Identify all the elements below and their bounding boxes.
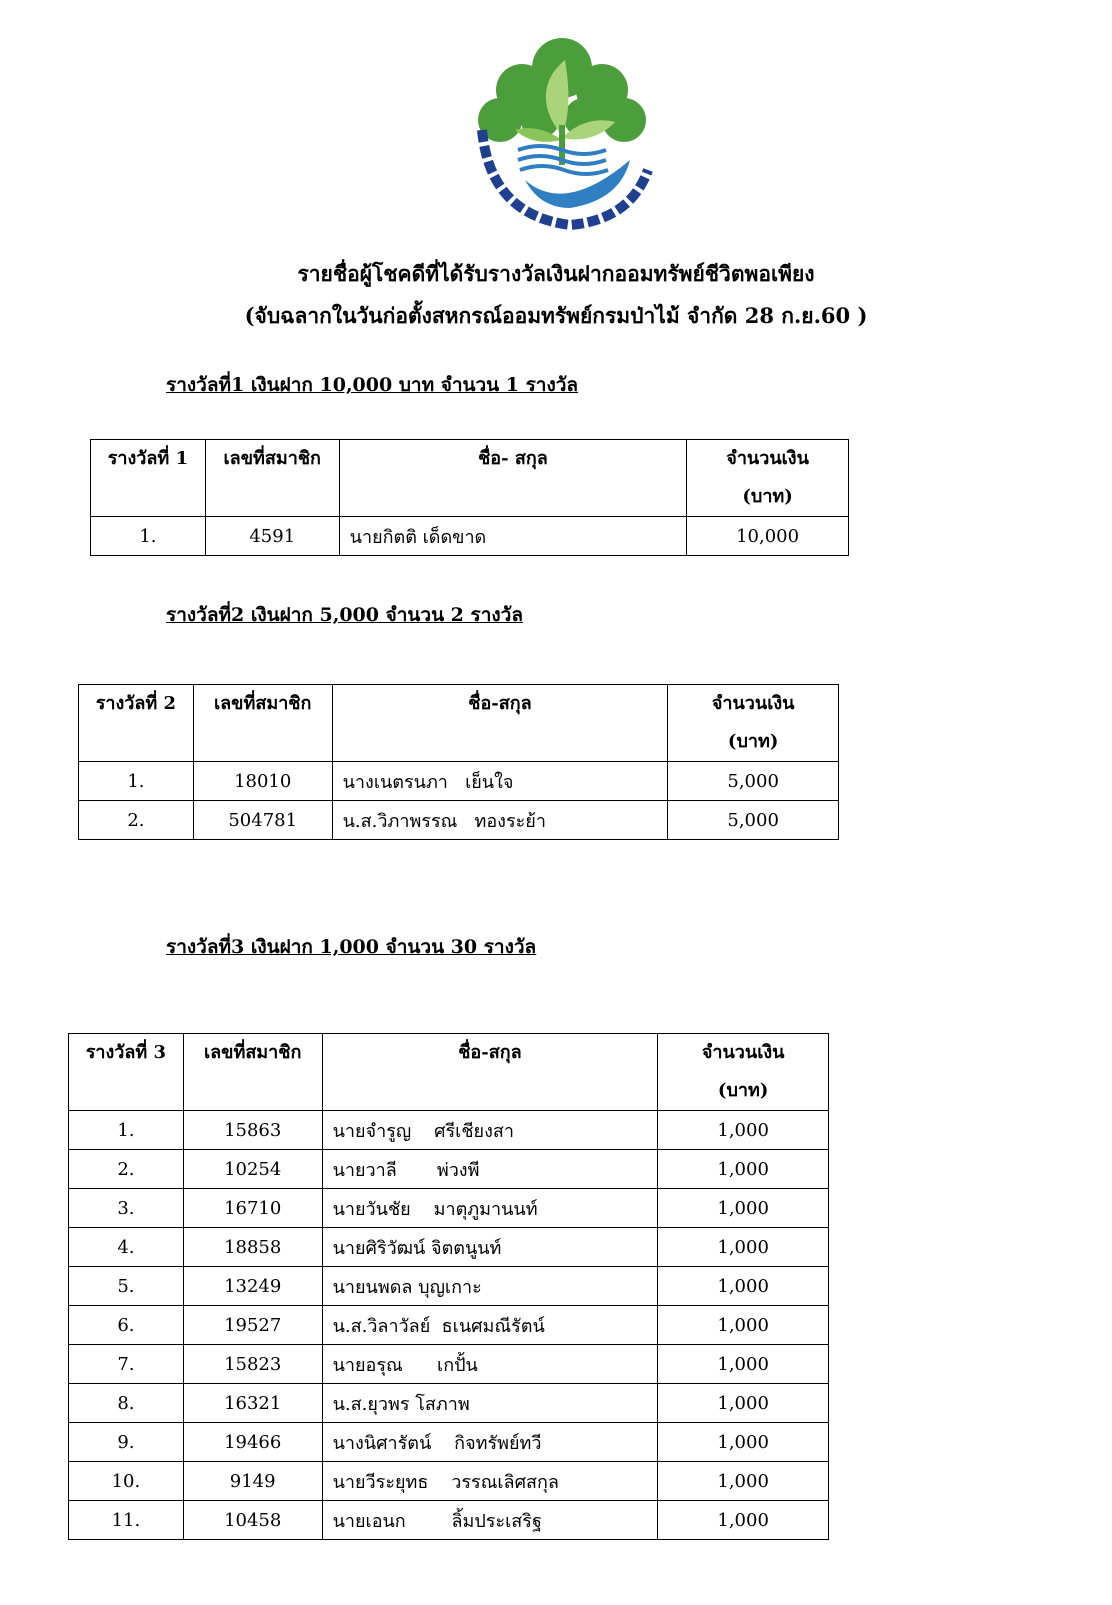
cell-no: 2. (79, 801, 194, 840)
table-row (69, 1423, 829, 1462)
col-amount-label: จำนวนเงิน (711, 693, 795, 714)
table-row (69, 1501, 829, 1540)
table-row (69, 1462, 829, 1501)
prize1-table (90, 439, 849, 556)
cell-no: 10. (69, 1462, 184, 1501)
col-amount (668, 685, 839, 762)
col-full-name: ชื่อ-สกุล (322, 1034, 658, 1111)
cell-no: 5. (69, 1267, 184, 1306)
table-row (69, 1150, 829, 1189)
cell-amount: 1,000 (658, 1423, 829, 1462)
cell-name: นางนิศารัตน์ กิจทรัพย์ทวี (322, 1423, 658, 1462)
cell-member: 15823 (183, 1345, 322, 1384)
cell-amount: 1,000 (658, 1345, 829, 1384)
table-row (69, 1267, 829, 1306)
table-header-row (91, 440, 849, 517)
cell-no: 1. (79, 762, 194, 801)
col-full-name: ชื่อ- สกุล (339, 440, 687, 517)
col-member-no: เลขที่สมาชิก (205, 440, 339, 517)
cell-amount: 1,000 (658, 1228, 829, 1267)
cell-name: นายจำรูญ ศรีเชียงสา (322, 1111, 658, 1150)
cell-member: 15863 (183, 1111, 322, 1150)
col-amount-unit: (บาท) (742, 486, 793, 507)
cell-no: 1. (91, 517, 206, 556)
prize3-heading: รางวัลที่3 เงินฝาก 1,000 จำนวน 30 รางวัล (166, 936, 537, 958)
cell-name: นายกิตติ เด็ดขาด (339, 517, 687, 556)
cell-no: 9. (69, 1423, 184, 1462)
table-row (69, 1306, 829, 1345)
cell-amount: 1,000 (658, 1111, 829, 1150)
cell-amount: 1,000 (658, 1150, 829, 1189)
col-member-no: เลขที่สมาชิก (193, 685, 332, 762)
cell-amount: 1,000 (658, 1189, 829, 1228)
table-row (91, 517, 849, 556)
cell-amount: 1,000 (658, 1501, 829, 1540)
cell-name: นายวีระยุทธ วรรณเลิศสกุล (322, 1462, 658, 1501)
cell-member: 10458 (183, 1501, 322, 1540)
cell-member: 19527 (183, 1306, 322, 1345)
col-member-no: เลขที่สมาชิก (183, 1034, 322, 1111)
col-amount-label: จำนวนเงิน (726, 448, 809, 469)
cell-amount: 5,000 (668, 801, 839, 840)
col-amount-label: จำนวนเงิน (701, 1042, 785, 1063)
cell-name: น.ส.ยุวพร โสภาพ (322, 1384, 658, 1423)
cell-name: น.ส.วิภาพรรณ ทองระย้า (332, 801, 668, 840)
cell-name: นายวันชัย มาตุภูมานนท์ (322, 1189, 658, 1228)
cell-member: 16321 (183, 1384, 322, 1423)
cell-name: นายนพดล บุญเกาะ (322, 1267, 658, 1306)
cell-member: 18858 (183, 1228, 322, 1267)
cell-member: 19466 (183, 1423, 322, 1462)
cell-no: 8. (69, 1384, 184, 1423)
cell-name: นายอรุณ เกปั้น (322, 1345, 658, 1384)
prize2-table (78, 684, 839, 840)
table-row (79, 801, 839, 840)
cell-amount: 5,000 (668, 762, 839, 801)
prize2-heading: รางวัลที่2 เงินฝาก 5,000 จำนวน 2 รางวัล (166, 604, 523, 626)
cell-member: 18010 (193, 762, 332, 801)
cell-name: นายเอนก ลิ้มประเสริฐ (322, 1501, 658, 1540)
logo (470, 30, 655, 230)
cell-member: 16710 (183, 1189, 322, 1228)
cell-no: 3. (69, 1189, 184, 1228)
table-row (69, 1189, 829, 1228)
col-prize-no: รางวัลที่ 1 (91, 440, 206, 517)
cell-amount: 1,000 (658, 1462, 829, 1501)
cell-no: 1. (69, 1111, 184, 1150)
col-prize-no: รางวัลที่ 3 (69, 1034, 184, 1111)
cell-name: นายวาลี พ่วงพี (322, 1150, 658, 1189)
cell-amount: 1,000 (658, 1306, 829, 1345)
cell-no: 6. (69, 1306, 184, 1345)
col-amount (658, 1034, 829, 1111)
cell-name: นางเนตรนภา เย็นใจ (332, 762, 668, 801)
table-row (69, 1111, 829, 1150)
table-row (69, 1228, 829, 1267)
cell-amount: 1,000 (658, 1267, 829, 1306)
cell-member: 13249 (183, 1267, 322, 1306)
col-amount-unit: (บาท) (717, 1080, 769, 1101)
cell-amount: 10,000 (687, 517, 849, 556)
cell-member: 9149 (183, 1462, 322, 1501)
cell-name: น.ส.วิลาวัลย์ ธเนศมณีรัตน์ (322, 1306, 658, 1345)
col-prize-no: รางวัลที่ 2 (79, 685, 194, 762)
cell-no: 7. (69, 1345, 184, 1384)
cell-member: 10254 (183, 1150, 322, 1189)
table-row (69, 1345, 829, 1384)
col-full-name: ชื่อ-สกุล (332, 685, 668, 762)
cell-no: 11. (69, 1501, 184, 1540)
document-subtitle: (จับฉลากในวันก่อตั้งสหกรณ์ออมทรัพย์กรมป่าไม้ จำกัด 28 ก.ย.60 ) (244, 303, 868, 328)
col-amount (687, 440, 849, 517)
table-row (79, 762, 839, 801)
cell-member: 504781 (193, 801, 332, 840)
table-header-row (79, 685, 839, 762)
cell-amount: 1,000 (658, 1384, 829, 1423)
document-title: รายชื่อผู้โชคดีที่ได้รับรางวัลเงินฝากออมทรัพย์ชีวิตพอเพียง (297, 261, 815, 286)
table-row (69, 1384, 829, 1423)
cell-member: 4591 (205, 517, 339, 556)
table-header-row (69, 1034, 829, 1111)
prize3-table (68, 1033, 829, 1540)
col-amount-unit: (บาท) (727, 731, 779, 752)
cell-no: 2. (69, 1150, 184, 1189)
cell-no: 4. (69, 1228, 184, 1267)
cell-name: นายศิริวัฒน์ จิตตนูนท์ (322, 1228, 658, 1267)
prize1-heading: รางวัลที่1 เงินฝาก 10,000 บาท จำนวน 1 รางวัล (166, 374, 579, 396)
